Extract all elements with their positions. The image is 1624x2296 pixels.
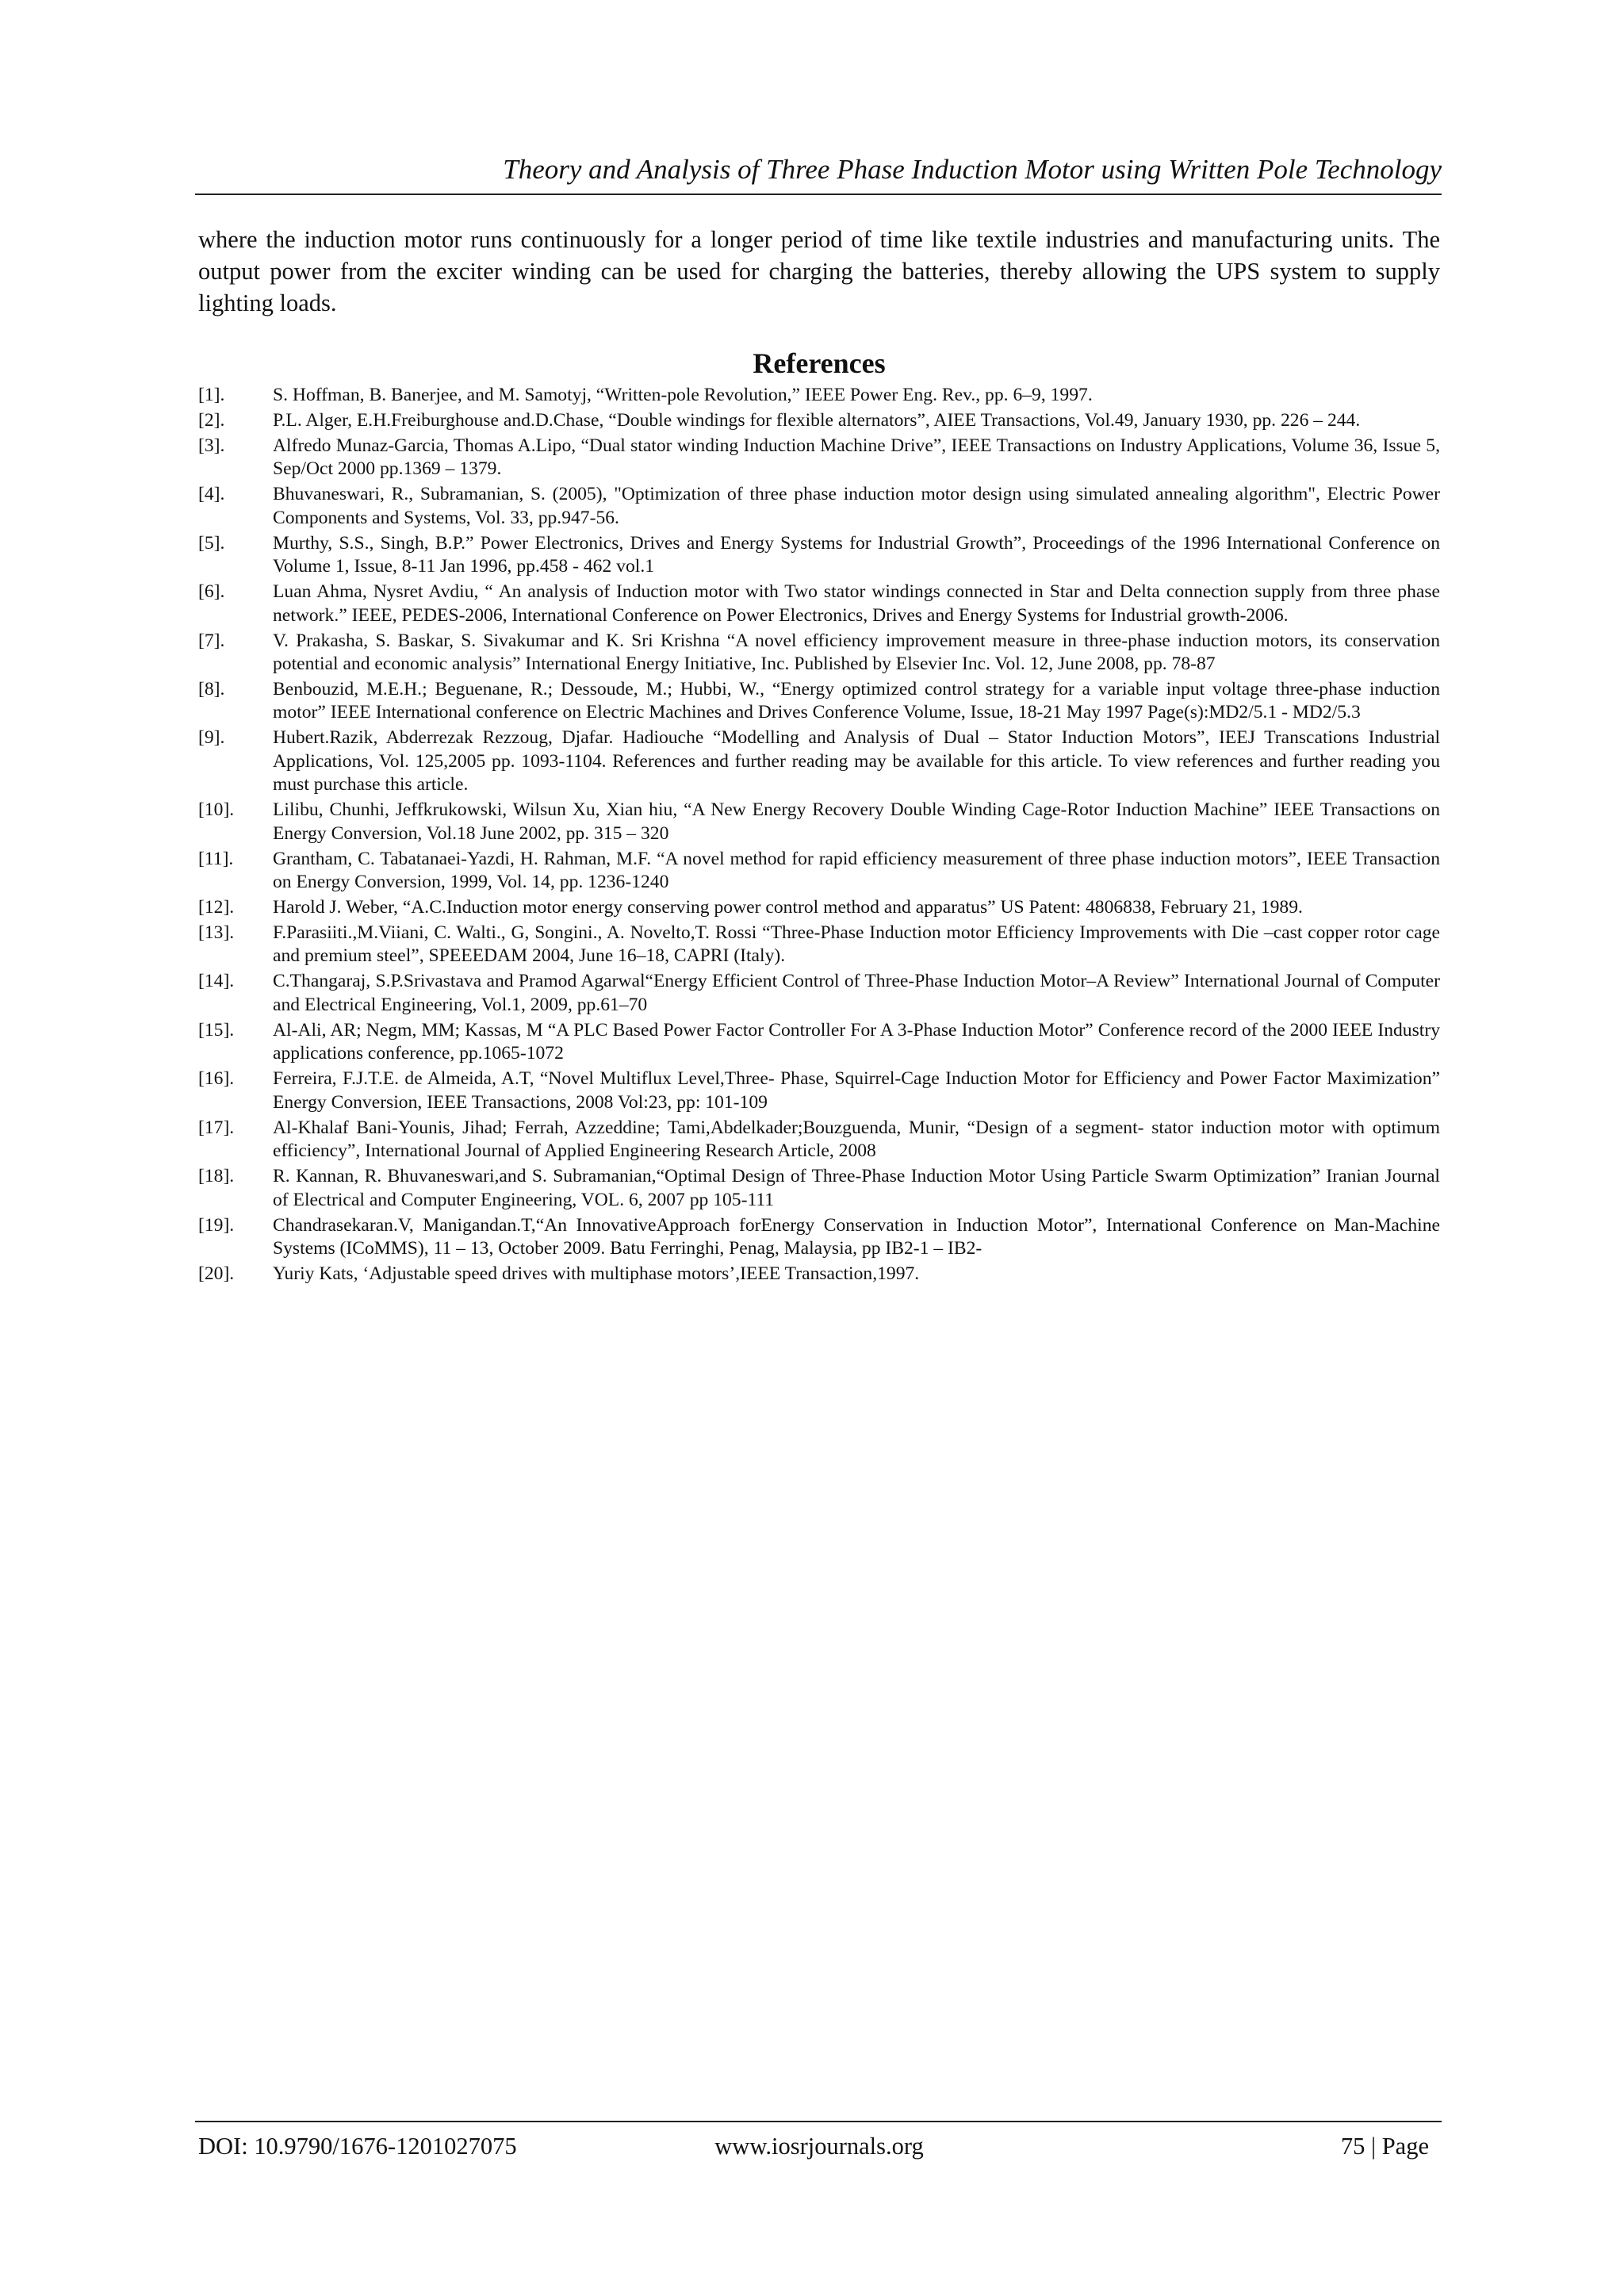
reference-item [198,1117,1440,1163]
reference-item [198,1019,1440,1066]
reference-number: [18]. [198,1166,235,1187]
reference-item [198,532,1440,579]
reference-item [198,678,1440,725]
reference-number: [15]. [198,1019,235,1041]
reference-number: [11]. [198,848,234,869]
header-divider [195,194,1442,195]
reference-item [198,799,1440,845]
footer-website: www.iosrjournals.org [714,2133,924,2160]
reference-number: [20]. [198,1263,235,1284]
reference-number: [7]. [198,630,225,651]
reference-number: [17]. [198,1117,235,1138]
reference-item [198,896,1440,919]
reference-text: Yuriy Kats, ‘Adjustable speed drives with multiphase motors’,IEEE Transaction,1997. [273,1263,920,1284]
reference-item [198,1165,1440,1212]
reference-number: [4]. [198,484,225,505]
reference-text: Murthy, S.S., Singh, B.P.” Power Electronics, Drives and Energy Systems for Industrial Growth”, Proceedings of the 1996 International Conference on Volume 1, Issue, 8-11 Jan 1996, pp.458 - 462 vol.1 [273,532,1440,577]
reference-number: [1]. [198,385,225,405]
reference-item [198,630,1440,677]
footer-doi: DOI: 10.9790/1676-1201027075 [198,2133,517,2160]
reference-item [198,726,1440,796]
reference-number: [6]. [198,581,225,603]
reference-text: Alfredo Munaz-Garcia, Thomas A.Lipo, “Dual stator winding Induction Machine Drive”, IEEE Transactions on Industry Applications, Volume 36, Issue 5, Sep/Oct 2000 pp.1369 – 1379. [273,435,1440,480]
reference-number: [9]. [198,727,225,749]
reference-item [198,384,1440,407]
reference-item [198,848,1440,895]
reference-item [198,1263,1440,1286]
reference-text: R. Kannan, R. Bhuvaneswari,and S. Subramanian,“Optimal Design of Three-Phase Induction Motor Using Particle Swarm Optimization” Iranian Journal of Electrical and Computer Engineering, VOL. 6, 2007 pp 105-111 [273,1166,1440,1210]
reference-text: Al-Ali, AR; Negm, MM; Kassas, M “A PLC Based Power Factor Controller For A 3-Phase Induction Motor” Conference record of the 2000 IEEE Industry applications conference, pp.1065-1072 [273,1019,1440,1064]
reference-number: [14]. [198,971,235,992]
reference-text: C.Thangaraj, S.P.Srivastava and Pramod Agarwal“Energy Efficient Control of Three-Phase Induction Motor–A Review” International Journal of Computer and Electrical Engineering, Vol.1, 2009, pp.61–70 [273,971,1440,1015]
reference-text: Harold J. Weber, “A.C.Induction motor energy conserving power control method and apparatus” US Patent: 4806838, February 21, 1989. [273,897,1303,918]
reference-text: Bhuvaneswari, R., Subramanian, S. (2005), "Optimization of three phase induction motor design using simulated annealing algorithm", Electric Power Components and Systems, Vol. 33, pp.947-56. [273,484,1440,528]
reference-item [198,1214,1440,1261]
reference-text: Luan Ahma, Nysret Avdiu, “ An analysis of Induction motor with Two stator windings connected in Star and Delta connection supply from three phase network.” IEEE, PEDES-2006, International Conference on Power Electronics, Drives and Energy Systems for Industrial growth-2006. [273,581,1440,626]
reference-number: [16]. [198,1068,235,1090]
footer-page-number: 75 | Page [1340,2133,1429,2160]
reference-text: Grantham, C. Tabatanaei-Yazdi, H. Rahman, M.F. “A novel method for rapid efficiency measurement of three phase induction motors”, IEEE Transaction on Energy Conversion, 1999, Vol. 14, pp. 1236-1240 [273,848,1440,893]
body-paragraph: where the induction motor runs continuously for a longer period of time like textile industries and manufacturing units. The output power from the exciter winding can be used for charging the batteries, thereby allowing the UPS system to supply lighting loads. [198,226,1440,316]
reference-number: [19]. [198,1214,235,1236]
reference-number: [2]. [198,410,225,431]
reference-number: [12]. [198,897,235,918]
reference-item [198,483,1440,530]
reference-text: P.L. Alger, E.H.Freiburghouse and.D.Chase, “Double windings for flexible alternators”, AIEE Transactions, Vol.49, January 1930, pp. 226 – 244. [273,410,1361,431]
reference-number: [5]. [198,532,225,554]
reference-list [198,384,1440,1288]
footer-divider [195,2121,1442,2122]
reference-text: Benbouzid, M.E.H.; Beguenane, R.; Dessoude, M.; Hubbi, W., “Energy optimized control strategy for a variable input voltage three-phase induction motor” IEEE International conference on Electric Machines and Drives Conference Volume, Issue, 18-21 May 1997 Page(s):MD2/5.1 - MD2/5.3 [273,679,1440,723]
reference-item [198,435,1440,481]
reference-number: [10]. [198,799,235,821]
references-heading: References [753,347,886,379]
reference-text: Ferreira, F.J.T.E. de Almeida, A.T, “Novel Multiflux Level,Three- Phase, Squirrel-Cage Induction Motor for Efficiency and Power Factor Maximization” Energy Conversion, IEEE Transactions, 2008 Vol:23, pp: 101-109 [273,1068,1440,1113]
reference-item [198,1068,1440,1114]
reference-number: [13]. [198,922,235,944]
reference-text: F.Parasiiti.,M.Viiani, C. Walti., G, Songini., A. Novelto,T. Rossi “Three-Phase Induction motor Efficiency Improvements with Die –cast copper rotor cage and premium steel”, SPEEEDAM 2004, June 16–18, CAPRI (Italy). [273,922,1440,967]
reference-item [198,922,1440,968]
reference-item [198,970,1440,1017]
reference-text: Lilibu, Chunhi, Jeffkrukowski, Wilsun Xu, Xian hiu, “A New Energy Recovery Double Winding Cage-Rotor Induction Machine” IEEE Transactions on Energy Conversion, Vol.18 June 2002, pp. 315 – 320 [273,799,1440,844]
reference-number: [8]. [198,679,225,700]
reference-item [198,581,1440,627]
running-header: Theory and Analysis of Three Phase Induction Motor using Written Pole Technology [503,154,1442,185]
reference-number: [3]. [198,435,225,456]
reference-text: Hubert.Razik, Abderrezak Rezzoug, Djafar. Hadiouche “Modelling and Analysis of Dual – Stator Induction Motors”, IEEJ Transcations Industrial Applications, Vol. 125,2005 pp. 1093-1104. References and further reading may be available for this article. To view references and further reading you must purchase this article. [273,727,1440,795]
reference-text: V. Prakasha, S. Baskar, S. Sivakumar and K. Sri Krishna “A novel efficiency improvement measure in three-phase induction motors, its conservation potential and economic analysis” International Energy Initiative, Inc. Published by Elsevier Inc. Vol. 12, June 2008, pp. 78-87 [273,630,1440,675]
reference-text: Chandrasekaran.V, Manigandan.T,“An InnovativeApproach forEnergy Conservation in Induction Motor”, International Conference on Man-Machine Systems (ICoMMS), 11 – 13, October 2009. Batu Ferringhi, Penag, Malaysia, pp IB2-1 – IB2- [273,1214,1440,1259]
reference-text: S. Hoffman, B. Banerjee, and M. Samotyj, “Written-pole Revolution,” IEEE Power Eng. Rev., pp. 6–9, 1997. [273,385,1093,405]
reference-text: Al-Khalaf Bani-Younis, Jihad; Ferrah, Azzeddine; Tami,Abdelkader;Bouzguenda, Munir, “Design of a segment- stator induction motor with optimum efficiency”, International Journal of Applied Engineering Research Article, 2008 [273,1117,1440,1162]
reference-item [198,409,1440,432]
